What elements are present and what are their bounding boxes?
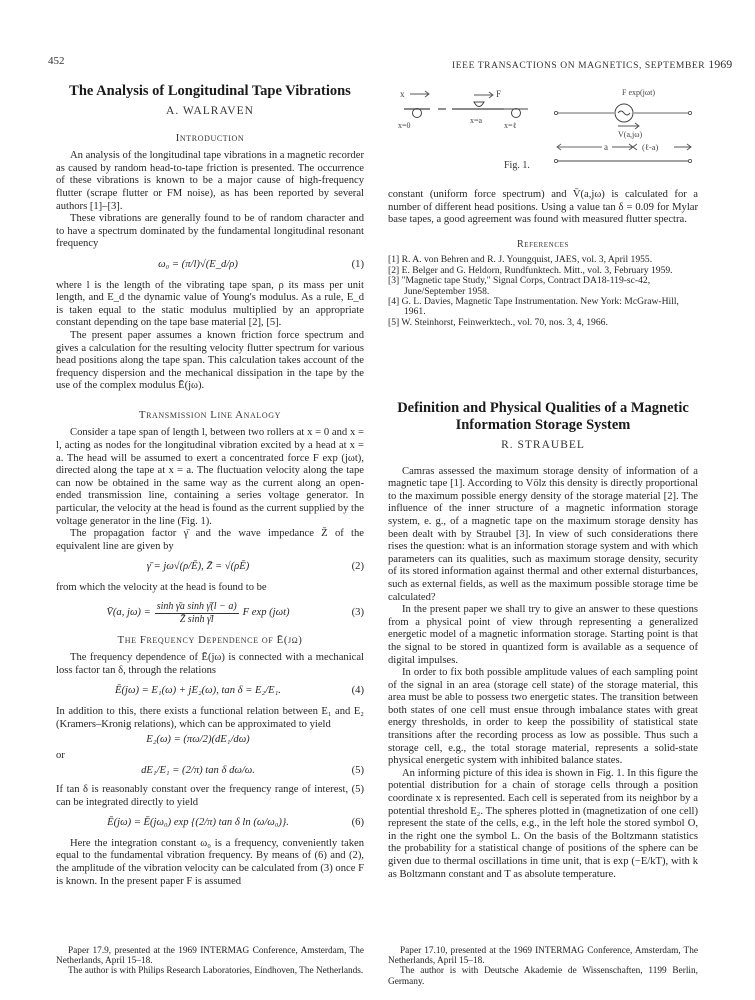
paragraph: In order to fix both possible amplitude values of each sampling point of the signal in an area (storage cell state) of the storage material, this area must be able to possess two energetic states. The transition between both states of one cell must ensue through imbalance states with great energy thresholds, in order to keep the possibility of statistical state transitions after the recording process as low as possible. Thus such a storage cell, e.g., the total storage material, represents a solid-state physical energetic system with inhibited balance states. xyxy=(388,667,698,767)
equation-number: (3) xyxy=(351,606,364,618)
equation-body: Ē(jω) = E₁(ω) + jE₂(ω), tan δ = E₂/E₁. xyxy=(115,685,281,697)
page-number: 452 xyxy=(48,55,65,67)
span-a-label: a xyxy=(604,142,608,152)
equation-number: (6) xyxy=(351,817,364,829)
tape-span-diagram xyxy=(392,85,752,165)
equation-5a xyxy=(56,734,364,747)
equation-number: (4) xyxy=(351,685,364,697)
equation-number: (2) xyxy=(351,561,364,573)
equation-1 xyxy=(56,259,364,272)
paragraph: An analysis of the longitudinal tape vibrations in a magnetic recorder as caused by random head-to-tape friction is presented. The occurrence of these vibrations is known to be a major cause of high-frequency flutter (scrape flutter or FM noise), as has been reported by several authors [1]–[3]. xyxy=(56,150,364,212)
equation-5 xyxy=(56,765,364,778)
section-heading-introduction: Introduction xyxy=(175,131,245,144)
article1-footnotes xyxy=(56,946,364,977)
reference-item: [1] R. A. von Behren and R. J. Youngquist, JAES, vol. 3, April 1955. xyxy=(388,254,653,266)
reference-item: [5] W. Steinhorst, Feinwerktech., vol. 70, nos. 3, 4, 1966. xyxy=(388,316,608,328)
reference-item: [2] E. Belger and G. Heldorn, Rundfunktech. Mitt., vol. 3, February 1959. xyxy=(388,264,673,276)
force-label: F xyxy=(496,89,502,99)
paragraph: Camras assessed the maximum storage density of information of a magnetic tape [1]. According to Völz this density is directly proportional to the maximum possible energy density of the storage material [2]. The influence of the inner structure of a magnetic information storage system, e. g., of a magnetic tape on the maximum storage density has been dealt with by Straubel [3]. In view of such considerations there rises the question: what is an information storage system and with which parameters can its qualities, such as maximum storage density, security of its stored information against thermal and other external disturbances, such as external fields, as well as the maximum possible storage time be calculated? xyxy=(388,465,698,603)
equation-body: dE₁/E₁ = (2/π) tan δ dω/ω. xyxy=(141,765,255,777)
paragraph: The present paper assumes a known friction force spectrum and gives a calculation for the resulting velocity flutter spectrum for various head positions along the tape span. This calculation takes account of the frequency dispersion and the mechanical dissipation in the tape by the use of the complex modulus Ē(jω). xyxy=(56,329,364,392)
article1-author: A. WALRAVEN xyxy=(166,105,254,117)
section-heading-transmission-line: Transmission Line Analogy xyxy=(138,408,282,421)
x-axis-label: x xyxy=(400,89,405,99)
equation-4 xyxy=(56,685,364,698)
roller-right-label: x=ℓ xyxy=(504,121,517,130)
equation-body xyxy=(56,601,340,626)
paragraph: Consider a tape span of length l, between two rollers at x = 0 and x = l, acting as nodes for the longitudinal vibration excited by a head at x = a. The head will be assumed to exert a concentrated force F exp (jωt), directed along the tape at x = a. The fluctuation velocity along the tape can now be obtained in the same way as the current along an open-ended transmission line, containing a series voltage generator. In particular, the velocity at the head is found as the current supplied by the voltage generator in the line (Fig. 1). xyxy=(56,427,364,527)
left-roller-icon xyxy=(413,109,422,118)
article2-title-line1: Definition and Physical Qualities of a Magnetic xyxy=(397,400,689,416)
span-l-minus-a-label: (ℓ-a) xyxy=(642,142,659,152)
article1-column xyxy=(56,83,364,888)
journal-name: IEEE TRANSACTIONS ON MAGNETICS, SEPTEMBER xyxy=(452,61,706,71)
equation-number: (1) xyxy=(351,258,364,270)
reference-item: [4] G. L. Davies, Magnetic Tape Instrumentation. New York: McGraw-Hill, 1961. xyxy=(388,296,679,318)
references-list xyxy=(388,255,698,328)
article2-title-line2: Information Storage System xyxy=(455,417,631,433)
paragraph: In the present paper we shall try to give an answer to these questions from a physical point of view through representing a generalized energetic model of a magnetic information storage. Starting point is that the signal to be stored in quantized form is available as a sequence of digital impulses. xyxy=(388,604,698,666)
footnote: Paper 17.9, presented at the 1969 INTERMAG Conference, Amsterdam, The Netherlands, April 15–18. xyxy=(56,946,364,967)
article1-title: The Analysis of Longitudinal Tape Vibrations xyxy=(69,83,351,99)
paragraph: These vibrations are generally found to be of random character and to have a spectrum dominated by the fundamental longitudinal resonant frequency xyxy=(56,213,364,250)
references-heading: References xyxy=(517,238,569,250)
figure-1 xyxy=(392,85,752,180)
journal-year: 1969 xyxy=(708,57,733,71)
paragraph: An informing picture of this idea is shown in Fig. 1. In this figure the potential distribution for a chain of storage cells through a position coordinate x is represented. Each cell is seperated from its neighbor by a potential threshold E₂. The spheres plotted in (magnetization of one cell) represent the state of the cells, e.g., in the left hole the stored symbol O, in the right one the symbol L. On the basis of the Boltzmann statistics the probability for a statistical change of positions of the sphere can be given due to thermal oscillations in time unit, that is exp (−E/kT), with k as Boltzmann constant and T as absolute temperature. xyxy=(388,767,698,880)
right-roller-icon xyxy=(512,109,521,118)
paragraph: constant (uniform force spectrum) and V̄(a,jω) is calculated for a number of different head positions. Using a value tan δ = 0.09 for Mylar base tapes, a good agreement was found with measured flutter spectra. xyxy=(388,189,698,226)
paragraph: The propagation factor γ̄ and the wave impedance Z̄ of the equivalent line are given by xyxy=(56,528,364,552)
paragraph-or: or xyxy=(56,749,65,761)
article2-column xyxy=(388,400,698,881)
figure-caption: Fig. 1. xyxy=(504,160,530,171)
equation-3 xyxy=(56,601,364,626)
paragraph: where l is the length of the vibrating tape span, ρ its mass per unit length, and E_d the dynamic value of Young's modulus. As a rule, E_d is taken equal to the static modulus multiplied by an appropriate constant depending on the tape base material [2], [5]. xyxy=(56,279,364,329)
roller-left-label: x=0 xyxy=(398,121,411,130)
equation-body: γ̄ = jω√(ρ/Ē), Z̄ = √(ρĒ) xyxy=(146,561,250,573)
article2-author: R. STRAUBEL xyxy=(501,439,585,451)
equation-body: E₂(ω) = (πω/2)(dE₁/dω) xyxy=(146,734,250,746)
equation-2 xyxy=(56,561,364,574)
fraction-denominator: Z̄ sinh γ̄l xyxy=(179,613,214,625)
footnote: The author is with Philips Research Laboratories, Eindhoven, The Netherlands. xyxy=(68,966,364,977)
paragraph: The frequency dependence of Ē(jω) is connected with a mechanical loss factor tan δ, through the relations xyxy=(56,652,364,676)
equation-body: ω₀ = (π/l)√(E_d/ρ) xyxy=(158,258,238,270)
footnote: The author is with Deutsche Akademie de Wissenschaften, 1199 Berlin, Germany. xyxy=(388,966,698,987)
reference-item: [3] "Magnetic tape Study," Signal Corps, Contract DA18-119-sc-42, June/September 1958. xyxy=(388,275,651,297)
equation-number: (5) xyxy=(351,765,364,777)
equation-lhs: V̄(a, jω) = xyxy=(106,606,151,618)
paragraph: In addition to this, there exists a functional relation between E₁ and E₂ (Kramers–Kronig relations), which can be approximated to yield xyxy=(56,705,364,730)
paragraph: If tan δ is reasonably constant over the frequency range of interest, (5) can be integrated directly to yield xyxy=(56,783,364,808)
article1-continued xyxy=(388,189,698,328)
equation-6 xyxy=(56,817,364,830)
article2-footnotes xyxy=(388,946,698,987)
fraction-numerator: sinh γ̄a sinh γ̄(l − a) xyxy=(156,600,237,612)
equation-rhs: F exp (jωt) xyxy=(242,606,290,618)
article2-title xyxy=(388,400,698,434)
head-position-label: x=a xyxy=(470,116,483,125)
equation-body: Ē(jω) = Ē(jω₀) exp {(2/π) tan δ ln (ω/ω₀)}. xyxy=(107,817,289,829)
footnote: Paper 17.10, presented at the 1969 INTERMAG Conference, Amsterdam, The Netherlands, April 15–18. xyxy=(388,946,698,967)
velocity-label: V(a,jω) xyxy=(618,130,643,139)
equation-fraction xyxy=(155,601,239,626)
section-heading-frequency-dependence: The Frequency Dependence of Ē(jω) xyxy=(117,633,303,646)
generator-label: F exp(jωt) xyxy=(622,88,656,97)
running-head xyxy=(452,57,752,72)
paragraph: from which the velocity at the head is found to be xyxy=(56,582,267,593)
paragraph: Here the integration constant ω₀ is a frequency, conveniently taken equal to the fundamental vibration frequency. By means of (6) and (2), the amplitude of the vibration velocity can be calculated from (3) once F is known. In the present paper F is assumed xyxy=(56,837,364,887)
head-icon xyxy=(474,102,484,107)
